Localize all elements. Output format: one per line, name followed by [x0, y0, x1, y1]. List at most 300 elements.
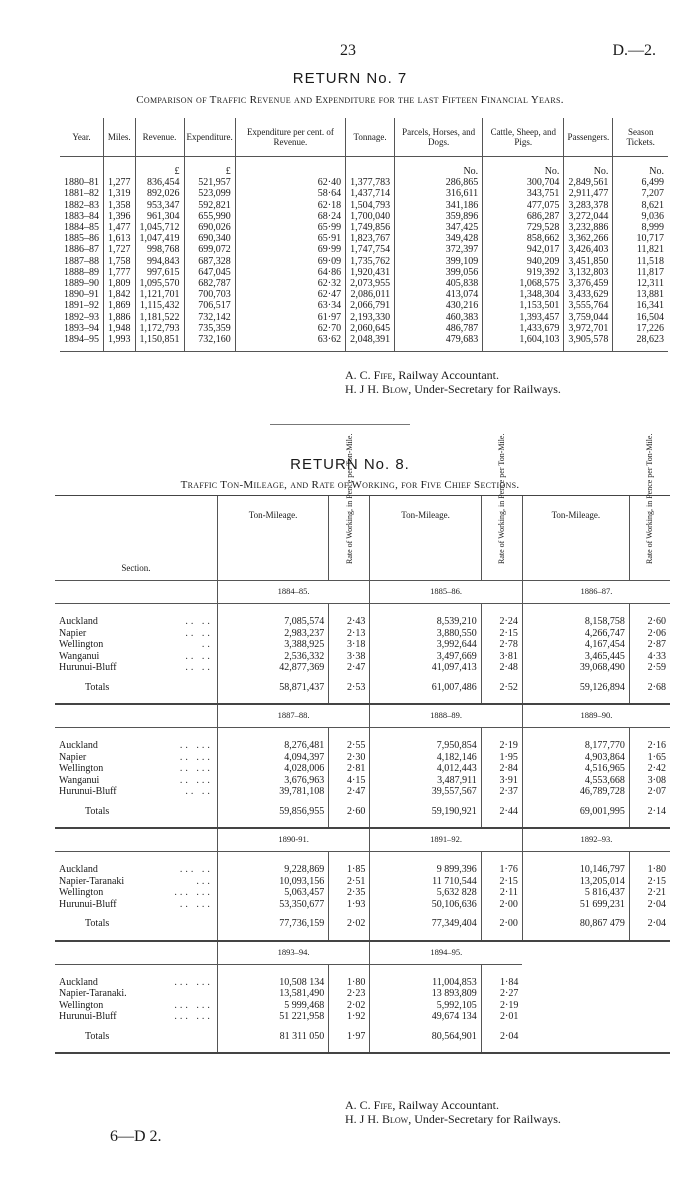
spacer-cell — [522, 728, 629, 741]
spacer-cell — [629, 852, 670, 865]
return7-cell: 1,604,103 — [483, 334, 564, 352]
ton-mileage-value: 5,632 828 — [370, 887, 481, 899]
section-label: Auckland — [59, 976, 98, 988]
rate-value: 2·04 — [629, 899, 670, 911]
return8-row — [55, 1011, 670, 1023]
return8-row — [55, 977, 670, 989]
ton-mileage-value: 8,177,770 — [522, 740, 629, 752]
return7-cell: 13,881 — [636, 289, 664, 301]
ton-mileage-value — [522, 1000, 629, 1012]
return7-cell: 3,132,803 — [564, 267, 613, 278]
ton-mileage-value: 4,028,006 — [217, 763, 328, 775]
return7-cell: 1,068,575 — [483, 278, 564, 289]
return7-cell: 1,749,856 — [346, 222, 395, 233]
rate-value: 2·15 — [629, 876, 670, 888]
rate-value: 2·15 — [481, 628, 522, 640]
rate-value — [629, 1000, 670, 1012]
return7-cell: 997,615 — [135, 267, 184, 278]
return7-cell: 1894–95 — [60, 334, 104, 352]
return7-column-header: Parcels, Horses, and Dogs. — [395, 118, 483, 157]
return7-cell: 3,232,886 — [564, 222, 613, 233]
return7-cell: 2,193,330 — [346, 312, 395, 323]
rate-value: 2·00 — [481, 899, 522, 911]
total-ton-mileage — [522, 1023, 629, 1054]
return7-row — [60, 267, 668, 278]
return7-cell: 1890–91 — [60, 289, 104, 300]
section-name — [55, 639, 217, 651]
ton-mileage-value — [522, 977, 629, 989]
spacer-cell — [522, 964, 629, 977]
block-separator — [55, 1053, 670, 1054]
rate-value: 1·95 — [481, 752, 522, 764]
return7-cell: 16,504 — [636, 311, 664, 323]
rate-header — [481, 433, 522, 581]
return7-cell: 953,347 — [135, 200, 184, 211]
total-ton-mileage: 59,190,921 — [370, 798, 481, 829]
rate-value: 2·47 — [329, 662, 370, 674]
total-rate: 2·68 — [629, 674, 670, 705]
ton-mileage-value: 4,553,668 — [522, 775, 629, 787]
return7-column-header: Expenditure. — [184, 118, 235, 157]
leader-dots: ... ... — [174, 999, 213, 1011]
rate-value: 2·13 — [329, 628, 370, 640]
return7-cell: 413,074 — [395, 289, 483, 300]
return7-cell: 3,376,459 — [564, 278, 613, 289]
return7-cell: 10,717 — [636, 233, 664, 245]
spacer-cell — [522, 852, 629, 865]
return7-cell: 1891–92 — [60, 300, 104, 311]
return7-cell: 732,160 — [184, 334, 235, 352]
return7-cell: 69·09 — [235, 256, 345, 267]
return7-cell: 1889–90 — [60, 278, 104, 289]
ton-mileage-value: 13 893,809 — [370, 988, 481, 1000]
total-rate — [629, 1023, 670, 1054]
ton-mileage-value: 3,497,669 — [370, 651, 481, 663]
year-label — [522, 942, 670, 965]
leader-dots: .. .. — [185, 616, 213, 627]
total-ton-mileage: 80,564,901 — [370, 1023, 481, 1054]
rate-value: 2·23 — [329, 988, 370, 1000]
return8-row — [55, 876, 670, 888]
return7-cell: 62·32 — [235, 278, 345, 289]
return7-cell: 477,075 — [483, 200, 564, 211]
ton-mileage-value: 13,581,490 — [217, 988, 328, 1000]
return7-units-row — [60, 157, 668, 178]
return7-cell: 1,993 — [104, 334, 136, 352]
year-row-spacer — [55, 829, 217, 852]
leader-dots: ... ... — [174, 887, 213, 898]
ton-mileage-value: 5 999,468 — [217, 1000, 328, 1012]
section-label: Auckland — [59, 740, 98, 751]
section-label: Wellington — [59, 763, 104, 774]
return7-cell: 592,821 — [184, 200, 235, 211]
return7-unit-cell — [235, 157, 345, 178]
total-rate: 2·04 — [629, 910, 670, 941]
totals-label: Totals — [85, 1030, 110, 1042]
return7-cell: 1887–88 — [60, 256, 104, 267]
rate-value: 1·92 — [329, 1011, 370, 1023]
return7-row — [60, 312, 668, 323]
return7-cell: 430,216 — [395, 300, 483, 311]
total-ton-mileage: 69,001,995 — [522, 798, 629, 829]
section-name — [55, 752, 217, 764]
ton-mileage-value: 4,903,864 — [522, 752, 629, 764]
year-label: 1891–92. — [370, 829, 522, 852]
year-label: 1893–94. — [217, 942, 369, 965]
return7-cell: 3,272,044 — [564, 211, 613, 222]
ton-mileage-value: 51 221,958 — [217, 1011, 328, 1023]
total-ton-mileage: 61,007,486 — [370, 674, 481, 705]
return7-cell: 682,787 — [184, 278, 235, 289]
rate-value: 2·59 — [629, 662, 670, 674]
year-label: 1894–95. — [370, 942, 522, 965]
return8-title: RETURN No. 8. — [290, 456, 410, 473]
section-label: Napier-Taranaki — [59, 875, 125, 887]
ton-mileage-header: Ton-Mileage. — [217, 496, 328, 581]
return8-totals-row — [55, 1023, 670, 1054]
return7-cell: 1893–94 — [60, 323, 104, 334]
section-label: Hurunui-Bluff — [59, 662, 117, 673]
return7-cell: 1,504,793 — [346, 200, 395, 211]
return7-cell: 699,072 — [184, 244, 235, 255]
return7-cell: 62·47 — [235, 289, 345, 300]
return7-row — [60, 200, 668, 211]
return7-row — [60, 256, 668, 267]
ton-mileage-value: 10,508 134 — [217, 977, 328, 989]
return7-cell: 11,817 — [636, 266, 664, 278]
return7-cell: 706,517 — [184, 300, 235, 311]
section-name — [55, 988, 217, 1000]
return7-cell: 942,017 — [483, 244, 564, 255]
rate-value: 3·91 — [481, 775, 522, 787]
rate-value: 2·27 — [481, 988, 522, 1000]
return7-cell: 1,777 — [104, 267, 136, 278]
return8-row — [55, 763, 670, 775]
spacer-cell — [629, 728, 670, 741]
ton-mileage-header: Ton-Mileage. — [370, 496, 481, 581]
return7-cell: 1892–93 — [60, 312, 104, 323]
ton-mileage-value: 53,350,677 — [217, 899, 328, 911]
rate-value: 3·08 — [629, 775, 670, 787]
leader-dots: .. ... — [179, 751, 213, 763]
return7-unit-cell: No. — [395, 157, 483, 178]
return8-totals-row — [55, 798, 670, 829]
leader-dots: .. — [201, 639, 213, 650]
ton-mileage-value: 8,276,481 — [217, 740, 328, 752]
spacer-cell — [481, 964, 522, 977]
return7-row — [60, 300, 668, 311]
rate-value: 1·93 — [329, 899, 370, 911]
return7-row — [60, 188, 668, 199]
section-label: Hurunui-Bluff — [59, 786, 117, 797]
return7-cell: 1,047,419 — [135, 233, 184, 244]
return7-cell: 2,073,955 — [346, 278, 395, 289]
return7-cell: 521,957 — [184, 177, 235, 188]
return7-cell: 1,277 — [104, 177, 136, 188]
rate-value: 2·35 — [329, 887, 370, 899]
return7-cell: 343,751 — [483, 188, 564, 199]
return8-row — [55, 864, 670, 876]
spacer-cell — [370, 964, 481, 977]
section-label: Wanganui — [59, 650, 100, 662]
return7-cell: 349,428 — [395, 233, 483, 244]
document-reference: D.—2. — [612, 42, 656, 59]
leader-dots: .. .. — [185, 662, 213, 673]
ton-mileage-value: 2,983,237 — [217, 628, 328, 640]
rate-value: 2·19 — [481, 1000, 522, 1012]
return7-cell: 1888–89 — [60, 267, 104, 278]
year-row-spacer — [55, 942, 217, 965]
return7-cell: 62·40 — [235, 177, 345, 188]
leader-dots: .. .. — [185, 650, 213, 662]
section-label: Napier-Taranaki. — [59, 988, 127, 999]
section-label: Napier — [59, 627, 87, 639]
return7-row — [60, 334, 668, 352]
ton-mileage-value: 4,012,443 — [370, 763, 481, 775]
return7-unit-cell: £ — [184, 157, 235, 178]
return7-cell: 64·86 — [235, 267, 345, 278]
rate-value: 2·42 — [629, 763, 670, 775]
total-ton-mileage: 77,736,159 — [217, 910, 328, 941]
total-ton-mileage: 59,856,955 — [217, 798, 328, 829]
total-rate: 2·04 — [481, 1023, 522, 1054]
leader-dots: .. ... — [179, 774, 213, 786]
return7-cell: 1,735,762 — [346, 256, 395, 267]
return7-unit-cell: No. — [483, 157, 564, 178]
return8-year-row — [55, 705, 670, 728]
ton-mileage-value: 42,877,369 — [217, 662, 328, 674]
ton-mileage-value: 4,266,747 — [522, 628, 629, 640]
rate-value: 2·48 — [481, 662, 522, 674]
spacer-cell — [370, 604, 481, 617]
rate-header-label: Rate of Working, in Pence per Ton-Mile. — [497, 433, 507, 564]
ton-mileage-value — [522, 988, 629, 1000]
return7-cell: 1,319 — [104, 188, 136, 199]
rate-value: 1·84 — [481, 977, 522, 989]
return7-cell: 3,972,701 — [564, 323, 613, 334]
rate-value: 2·84 — [481, 763, 522, 775]
ton-mileage-value: 11 710,544 — [370, 876, 481, 888]
return7-cell: 735,359 — [184, 323, 235, 334]
section-name — [55, 740, 217, 752]
return8-year-row — [55, 829, 670, 852]
return7-cell: 690,340 — [184, 233, 235, 244]
return7-cell: 1,095,570 — [135, 278, 184, 289]
return7-cell: 700,703 — [184, 289, 235, 300]
ton-mileage-value: 8,539,210 — [370, 616, 481, 628]
return7-cell: 347,425 — [395, 222, 483, 233]
total-rate: 1·97 — [329, 1023, 370, 1054]
ton-mileage-value: 11,004,853 — [370, 977, 481, 989]
section-label: Wellington — [59, 887, 104, 898]
return7-cell: 1,115,432 — [135, 300, 184, 311]
total-ton-mileage: 59,126,894 — [522, 674, 629, 705]
return8-year-row — [55, 942, 670, 965]
return8-totals-row — [55, 674, 670, 705]
section-label: Hurunui-Bluff — [59, 898, 117, 910]
rate-value: 1·80 — [629, 864, 670, 876]
rate-value — [629, 1011, 670, 1023]
section-label: Wellington — [59, 999, 104, 1011]
return7-cell: 1880–81 — [60, 177, 104, 188]
spacer-cell — [370, 852, 481, 865]
rate-value: 2·15 — [481, 876, 522, 888]
return8-header-row — [55, 496, 670, 581]
leader-dots: ... ... — [174, 1011, 213, 1022]
return7-column-header: Revenue. — [135, 118, 184, 157]
ton-mileage-value: 3,487,911 — [370, 775, 481, 787]
return7-cell: 300,704 — [483, 177, 564, 188]
section-name — [55, 887, 217, 899]
ton-mileage-value: 3,676,963 — [217, 775, 328, 787]
spacer-cell — [629, 964, 670, 977]
return7-cell: 62·70 — [235, 323, 345, 334]
return7-cell: 1,393,457 — [483, 312, 564, 323]
return7-cell: 1,181,522 — [135, 312, 184, 323]
return7-cell: 1881–82 — [60, 188, 104, 199]
return7-cell: 1882–83 — [60, 200, 104, 211]
return7-cell: 3,362,266 — [564, 233, 613, 244]
return7-cell: 1,747,754 — [346, 244, 395, 255]
return7-cell: 479,683 — [395, 334, 483, 352]
return7-cell: 58·64 — [235, 188, 345, 199]
ton-mileage-value: 3,465,445 — [522, 651, 629, 663]
ton-mileage-value: 2,536,332 — [217, 651, 328, 663]
ton-mileage-value: 39,557,567 — [370, 786, 481, 798]
return7-column-header: Expenditure per cent. of Revenue. — [235, 118, 345, 157]
rate-value: 2·19 — [481, 740, 522, 752]
rate-value: 3·18 — [329, 639, 370, 651]
return7-cell: 940,209 — [483, 256, 564, 267]
return7-cell: 687,328 — [184, 256, 235, 267]
total-rate: 2·52 — [481, 674, 522, 705]
rate-value: 2·55 — [329, 740, 370, 752]
return7-cell: 6,499 — [641, 177, 664, 189]
return7-column-header: Passengers. — [564, 118, 613, 157]
total-ton-mileage: 58,871,437 — [217, 674, 328, 705]
return7-cell: 1,842 — [104, 289, 136, 300]
return8-year-row — [55, 581, 670, 604]
return7-cell: 8,999 — [641, 222, 664, 234]
return7-cell: 3,283,378 — [564, 200, 613, 211]
rate-value: 3·81 — [481, 651, 522, 663]
return7-cell: 732,142 — [184, 312, 235, 323]
ton-mileage-value: 51 699,231 — [522, 899, 629, 911]
return7-cell: 892,026 — [135, 188, 184, 199]
leader-dots: .. ... — [179, 763, 213, 774]
return7-cell: 17,226 — [636, 322, 664, 334]
section-name — [55, 651, 217, 663]
year-row-spacer — [55, 705, 217, 728]
ton-mileage-value: 8,158,758 — [522, 616, 629, 628]
return7-cell: 65·91 — [235, 233, 345, 244]
rate-value: 1·65 — [629, 752, 670, 764]
return8-row — [55, 775, 670, 787]
return7-cell: 68·24 — [235, 211, 345, 222]
return7-cell: 1,700,040 — [346, 211, 395, 222]
signature-block-2 — [345, 1098, 561, 1126]
section-name — [55, 899, 217, 911]
spacer-cell — [217, 728, 328, 741]
ton-mileage-value: 7,085,574 — [217, 616, 328, 628]
signature-under-secretary: H. J H. Blow, Under-Secretary for Railways. — [345, 382, 561, 396]
return7-cell: 655,990 — [184, 211, 235, 222]
return7-cell: 11,821 — [636, 244, 664, 256]
section-name — [55, 662, 217, 674]
year-label: 1884–85. — [217, 581, 369, 604]
return7-title: RETURN No. 7 — [292, 70, 408, 87]
spacer-cell — [481, 852, 522, 865]
rate-value: 4·33 — [629, 651, 670, 663]
return7-row — [60, 177, 668, 188]
page-footer: 6—D 2. — [110, 1128, 162, 1145]
section-label: Auckland — [59, 864, 98, 875]
return7-cell: 9,036 — [641, 210, 664, 222]
spacer-cell — [329, 604, 370, 617]
return7-cell: 1,358 — [104, 200, 136, 211]
ton-mileage-value: 3,992,644 — [370, 639, 481, 651]
return7-cell: 1,477 — [104, 222, 136, 233]
return7-cell: 1885–86 — [60, 233, 104, 244]
rate-header-label: Rate of Working, in Pence per Ton-Mile. — [645, 433, 655, 564]
spacer-row — [55, 604, 670, 617]
return7-row — [60, 244, 668, 255]
return7-row — [60, 211, 668, 222]
return7-cell: 341,186 — [395, 200, 483, 211]
rate-value: 2·47 — [329, 786, 370, 798]
ton-mileage-value: 4,516,965 — [522, 763, 629, 775]
ton-mileage-value: 39,068,490 — [522, 662, 629, 674]
return7-cell: 8,621 — [641, 199, 664, 211]
ton-mileage-value: 4,182,146 — [370, 752, 481, 764]
return7-cell: 1,433,679 — [483, 323, 564, 334]
return8-row — [55, 1000, 670, 1012]
return7-cell: 1,920,431 — [346, 267, 395, 278]
return7-cell: 28,623 — [613, 334, 668, 352]
return8-row — [55, 887, 670, 899]
year-label: 1889–90. — [522, 705, 670, 728]
rate-value: 2·16 — [629, 740, 670, 752]
spacer-cell — [329, 852, 370, 865]
leader-dots: ... .. — [179, 864, 213, 875]
spacer-cell — [55, 728, 217, 741]
return7-cell: 62·18 — [235, 200, 345, 211]
total-rate: 2·00 — [481, 910, 522, 941]
ton-mileage-value: 4,167,454 — [522, 639, 629, 651]
rate-value: 2·81 — [329, 763, 370, 775]
spacer-cell — [522, 604, 629, 617]
leader-dots: .. ... — [179, 740, 213, 751]
return7-cell: 286,865 — [395, 177, 483, 188]
return7-cell: 460,383 — [395, 312, 483, 323]
rate-value: 2·78 — [481, 639, 522, 651]
return7-cell: 2,911,477 — [564, 188, 613, 199]
rate-value: 2·43 — [329, 616, 370, 628]
rate-value: 2·02 — [329, 1000, 370, 1012]
ton-mileage-value: 46,789,728 — [522, 786, 629, 798]
return7-cell: 12,311 — [636, 278, 664, 290]
signature-accountant: A. C. Fife, Railway Accountant. — [345, 368, 499, 382]
section-name — [55, 876, 217, 888]
return8-row — [55, 740, 670, 752]
return7-row — [60, 289, 668, 300]
year-label: 1886–87. — [522, 581, 670, 604]
return7-cell: 11,518 — [636, 255, 664, 267]
ton-mileage-value: 39,781,108 — [217, 786, 328, 798]
return8-subtitle: Traffic Ton-Mileage, and Rate of Working, for Five Chief Sections. — [180, 479, 520, 491]
return8-row — [55, 988, 670, 1000]
rate-value: 2·60 — [629, 616, 670, 628]
